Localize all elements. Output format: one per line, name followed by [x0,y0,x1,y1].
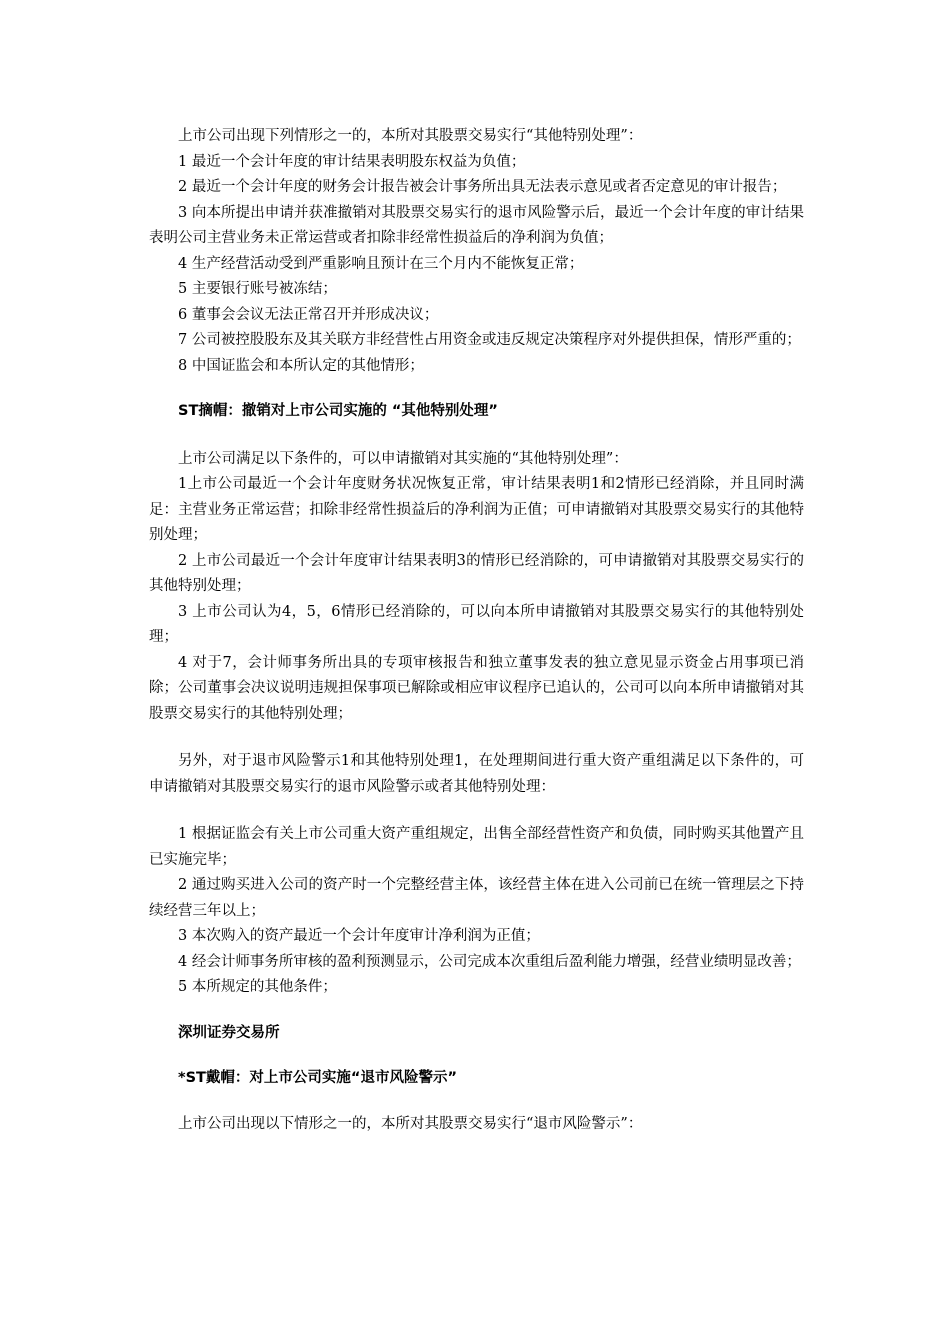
list-item: 4 对于7，会计师事务所出具的专项审核报告和独立董事发表的独立意见显示资金占用事项已消除；公司董事会决议说明违规担保事项已解除或相应审议程序已追认的，公司可以向本所申请撤销对其股票交易实行的其他特别处理； [149,654,804,722]
list-item: 1 最近一个会计年度的审计结果表明股东权益为负值； [178,153,526,170]
section3-intro: 另外，对于退市风险警示1和其他特别处理1，在处理期间进行重大资产重组满足以下条件的，可申请撤销对其股票交易实行的退市风险警示或者其他特别处理： [149,753,804,795]
section4-subheading: *ST戴帽：对上市公司实施“退市风险警示” [178,1070,457,1086]
document-body [149,124,804,1137]
section4-intro: 上市公司出现以下情形之一的，本所对其股票交易实行“退市风险警示”： [178,1115,643,1132]
list-item: 7 公司被控股股东及其关联方非经营性占用资金或违反规定决策程序对外提供担保，情形严重的； [178,332,801,348]
section2-intro: 上市公司满足以下条件的，可以申请撤销对其实施的“其他特别处理”： [178,450,628,467]
list-item: 1上市公司最近一个会计年度财务状况恢复正常，审计结果表明1和2情形已经消除，并且同时满足：主营业务正常运营；扣除非经常性损益后的净利润为正值；可申请撤销对其股票交易实行的其他特别处理； [149,476,804,543]
list-item: 2 通过购买进入公司的资产时一个完整经营主体，该经营主体在进入公司前已在统一管理层之下持续经营三年以上； [149,877,804,919]
list-item: 2 最近一个会计年度的财务会计报告被会计事务所出具无法表示意见或者否定意见的审计报告； [178,179,787,195]
list-item: 3 本次购入的资产最近一个会计年度审计净利润为正值； [178,928,540,944]
list-item: 1 根据证监会有关上市公司重大资产重组规定，出售全部经营性资产和负债，同时购买其他置产且已实施完毕； [149,826,804,868]
list-item: 3 向本所提出申请并获准撤销对其股票交易实行的退市风险警示后，最近一个会计年度的审计结果表明公司主营业务未正常运营或者扣除非经常性损益后的净利润为负值； [149,204,804,246]
list-item: 4 经会计师事务所审核的盈利预测显示，公司完成本次重组后盈利能力增强，经营业绩明显改善； [178,953,801,970]
list-item: 2 上市公司最近一个会计年度审计结果表明3的情形已经消除的，可申请撤销对其股票交易实行的其他特别处理； [149,552,804,594]
list-item: 5 本所规定的其他条件； [178,979,337,995]
section1-intro: 上市公司出现下列情形之一的，本所对其股票交易实行“其他特别处理”： [178,128,643,144]
list-item: 3 上市公司认为4，5，6情形已经消除的，可以向本所申请撤销对其股票交易实行的其他特别处理； [149,603,804,645]
list-item: 5 主要银行账号被冻结； [178,281,337,297]
list-item: 6 董事会会议无法正常召开并形成决议； [178,306,439,323]
section4-heading: 深圳证券交易所 [178,1024,280,1041]
list-item: 8 中国证监会和本所认定的其他情形； [178,357,424,374]
section2-heading: ST摘帽：撤销对上市公司实施的 “其他特别处理” [178,403,498,419]
list-item: 4 生产经营活动受到严重影响且预计在三个月内不能恢复正常； [178,255,584,272]
